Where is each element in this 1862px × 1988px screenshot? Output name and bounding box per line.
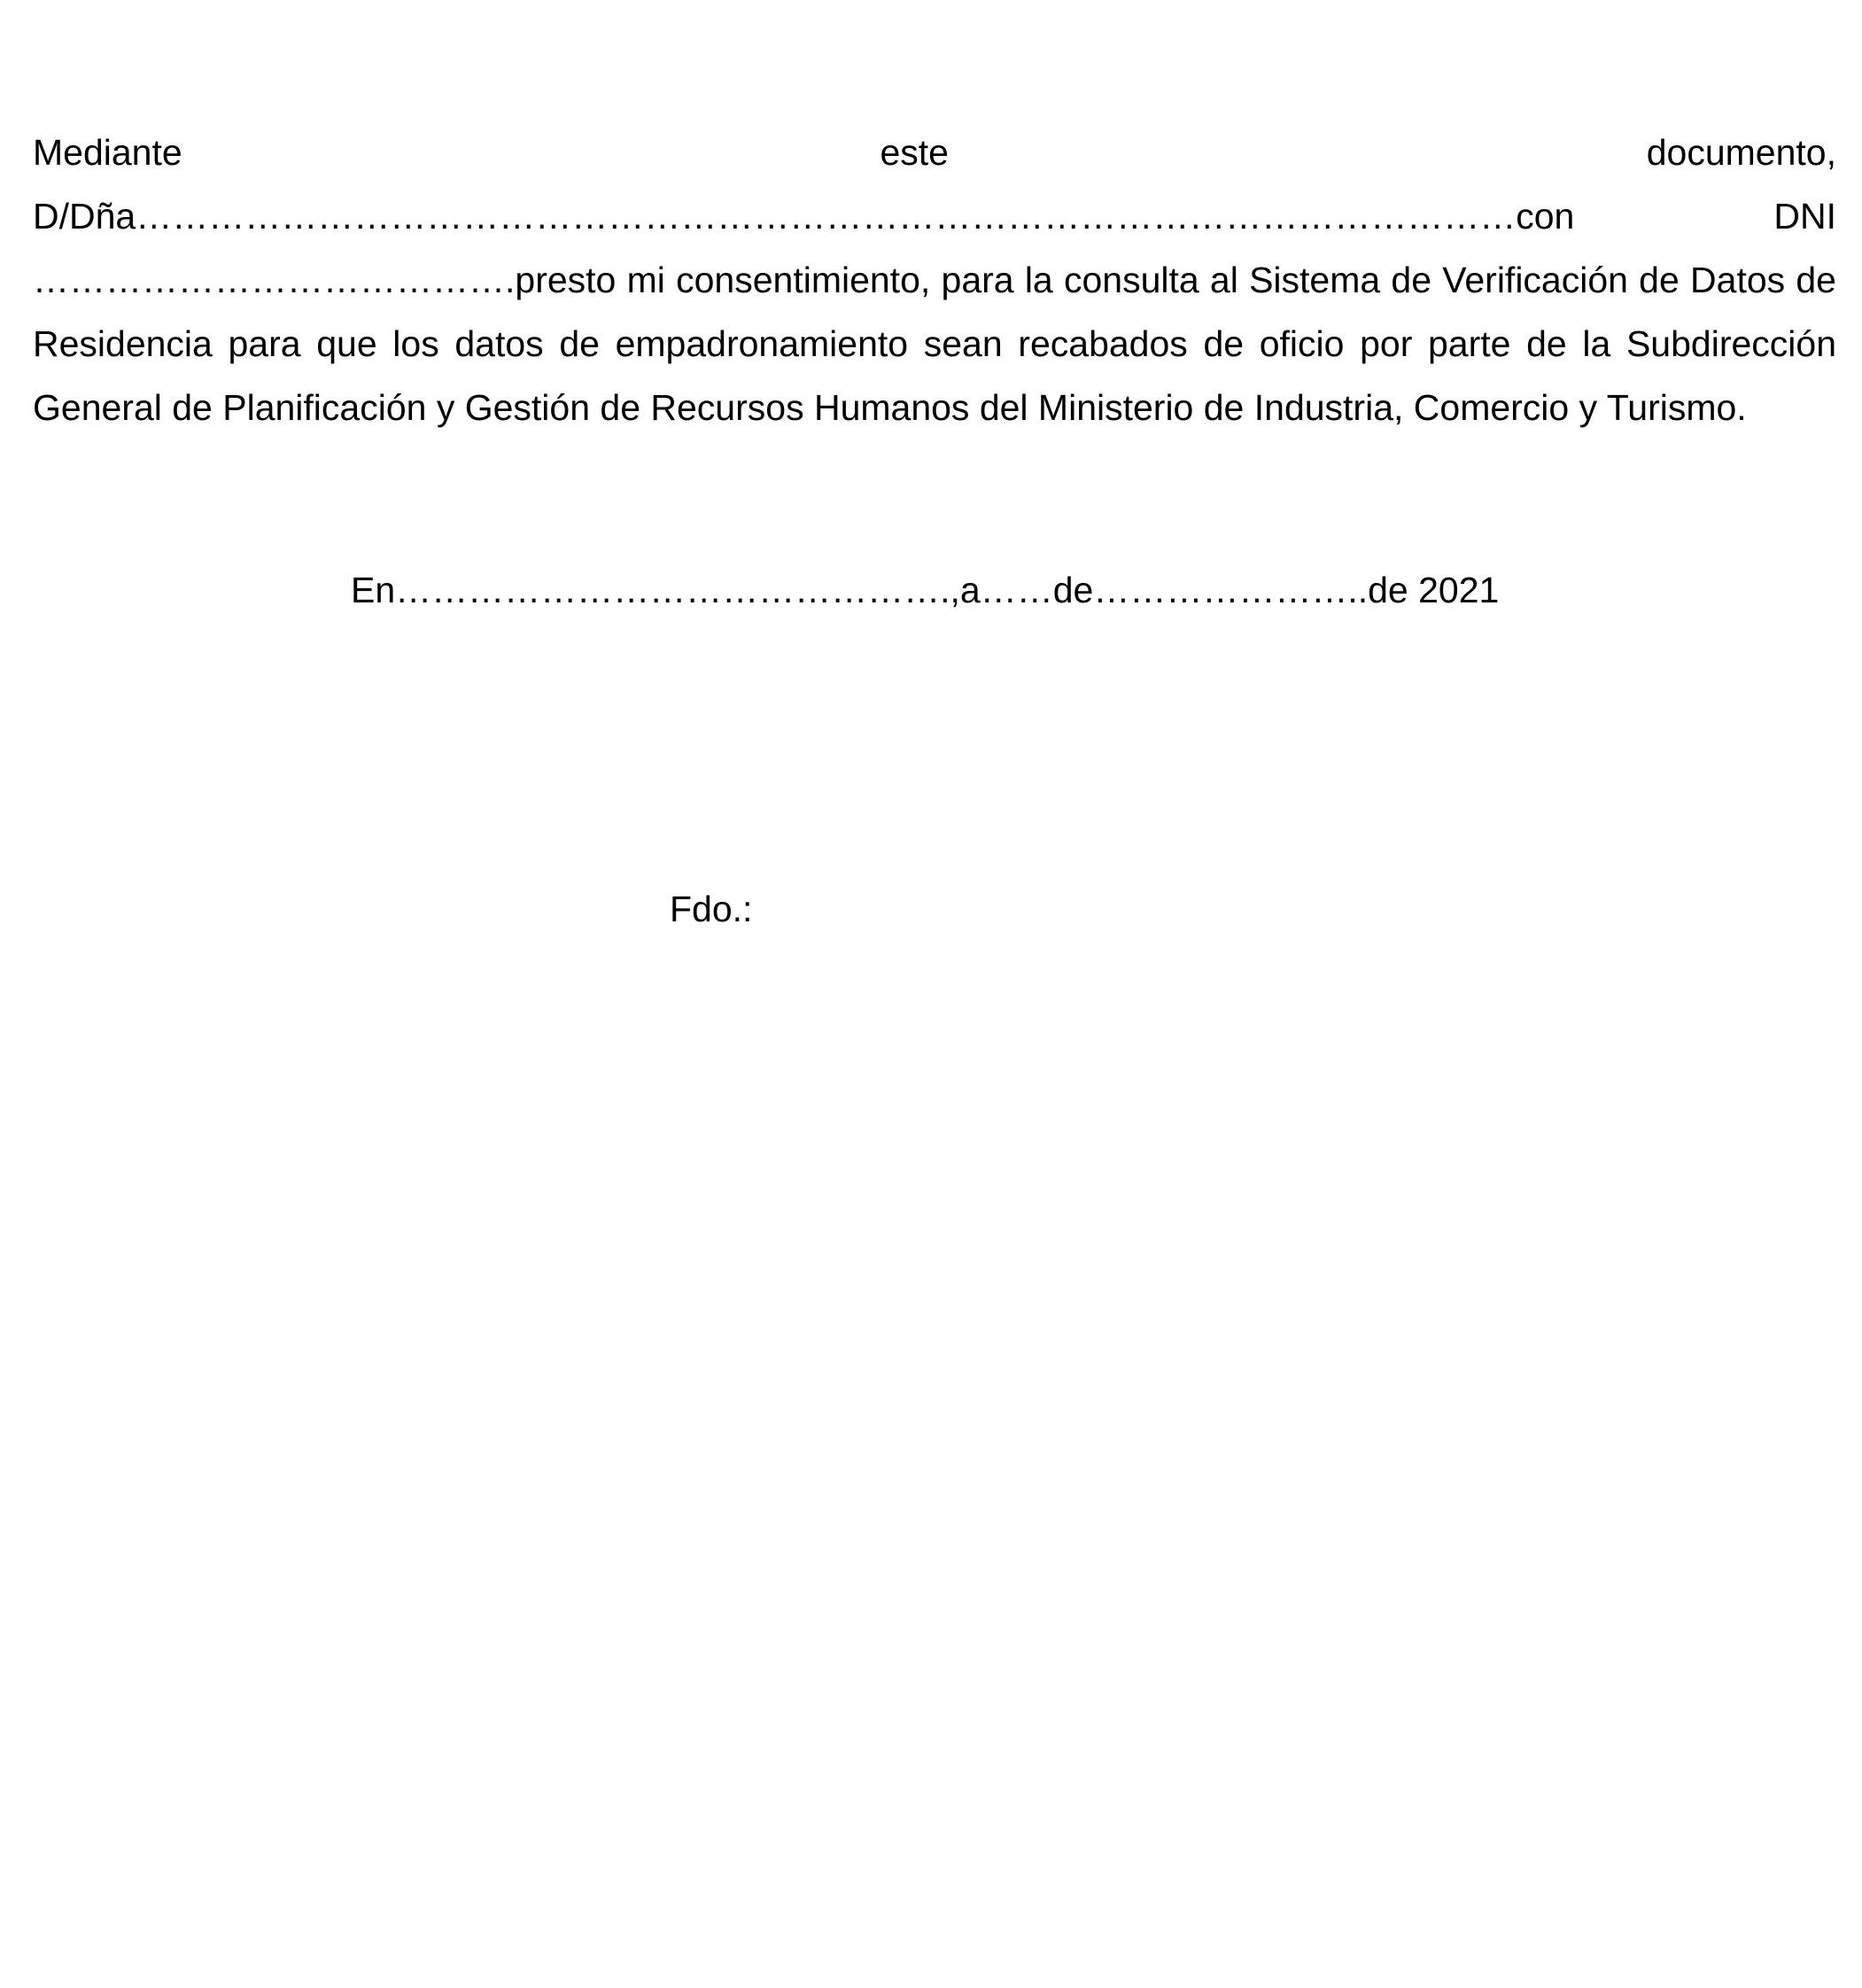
dni-blank-field: …………………………………. — [33, 260, 516, 300]
consent-con: con — [1516, 196, 1575, 237]
consent-text: presto mi consentimiento, para la consulta al Sistema de Verificación de Datos de Residencia para que los datos de empadronamiento sean recabados de oficio por parte de la Subdirección General de Planificación y Gestión de Recursos Humanos del Ministerio de Industria, Comercio y Turismo. — [33, 260, 1836, 428]
signature-label: Fdo.: — [670, 889, 753, 929]
place-date-line: En……………………………………….,a……de…………………..de 2021 — [351, 570, 1500, 610]
consent-intro: Mediante este documento, D/Dña — [33, 132, 1836, 237]
consent-paragraph — [33, 120, 1836, 439]
dni-label: DNI — [1773, 196, 1836, 237]
name-blank-field: …………………………………………………………………………………………………… — [136, 196, 1517, 237]
